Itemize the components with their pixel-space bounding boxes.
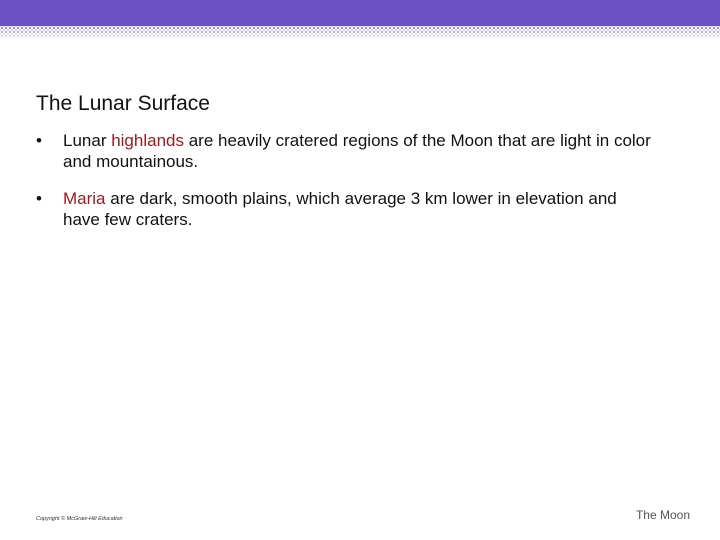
footer-title: The Moon (635, 508, 690, 522)
slide-title: The Lunar Surface (36, 92, 210, 115)
bullet-mark: • (36, 189, 42, 208)
bullet-list (36, 130, 656, 246)
term-maria: Maria (63, 189, 106, 208)
bullet-item-highlands (36, 130, 656, 172)
bullet-item-maria (36, 188, 656, 230)
bullet-mark: • (36, 131, 42, 150)
copyright-notice: Copyright © McGraw-Hill Education (36, 516, 123, 522)
bullet-text-suffix: are heavily cratered regions of the Moon that are light in color and mountainous. (63, 131, 651, 171)
header-band (0, 0, 720, 26)
bullet-text-prefix: Lunar (63, 131, 112, 150)
term-highlands: highlands (111, 131, 184, 150)
header-dot-pattern (0, 26, 720, 40)
bullet-text-suffix: are dark, smooth plains, which average 3 km lower in elevation and have few craters. (63, 189, 617, 229)
